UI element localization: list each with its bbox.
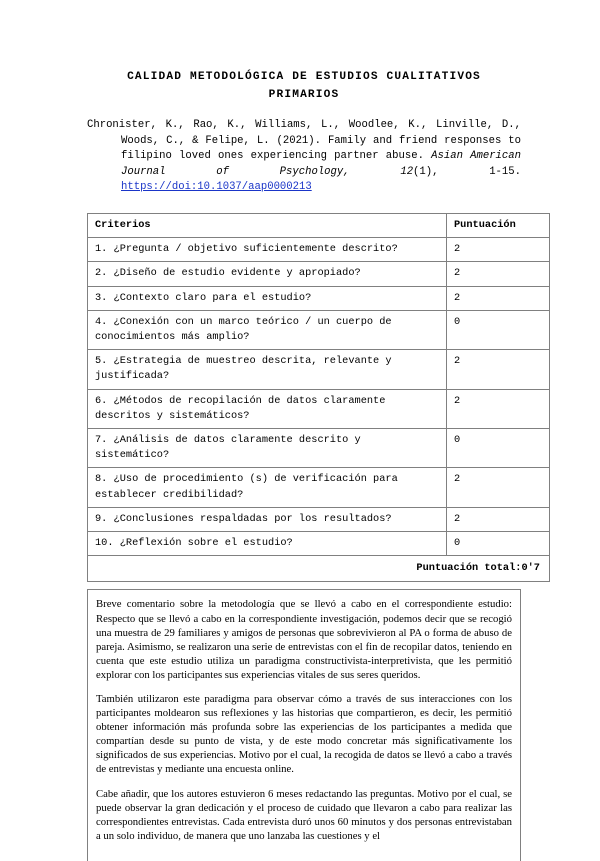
table-row [88, 350, 550, 389]
commentary-paragraph-3: Cabe añadir, que los autores estuvieron 6 meses redactando las preguntas. Motivo por el cual, se puede observar la gran dedicación y el proceso de cuidado que llevaron a cabo para realizar las correspondientes entrevistas. Cada entrevista duró unos 60 minutos y dos personas entrevistaban a un solo individuo, de manera que uno lanzaba las cuestiones y el [96, 787, 512, 842]
table-header-row [88, 213, 550, 237]
commentary-paragraph-1: Breve comentario sobre la metodología que se llevó a cabo en el correspondiente estudio: Respecto que se llevó a cabo en la correspondiente investigación, podemos decir que se recogió una muestra de 29 familiares y amigos de personas que sobrevivieron al PA o forma de abuso de pareja. Asimismo, se realizaron una serie de entrevistas con el fin de recopilar datos, teniendo en cuenta que este estudio utiliza un paradigma constructivista-interpretivista, que les permitió explorar con los participantes sus experiencias vitales de sus seres queridos. [96, 598, 512, 681]
reference-text-after-italic: (1), 1-15. [413, 165, 521, 178]
criterion-text: 10. ¿Reflexión sobre el estudio? [88, 532, 447, 556]
table-row [88, 262, 550, 286]
criterion-score: 2 [447, 238, 550, 262]
criterion-score: 2 [447, 286, 550, 310]
table-row [88, 468, 550, 507]
table-row [88, 429, 550, 468]
column-header-puntuacion: Puntuación [447, 213, 550, 237]
criterion-text: 1. ¿Pregunta / objetivo suficientemente descrito? [88, 238, 447, 262]
criterion-score: 0 [447, 310, 550, 349]
criterion-score: 2 [447, 507, 550, 531]
criterion-text: 5. ¿Estrategia de muestreo descrita, relevante y justificada? [88, 350, 447, 389]
criterion-score: 2 [447, 468, 550, 507]
column-header-criterios: Criterios [88, 213, 447, 237]
reference-text-before-italic: Chronister, K., Rao, K., Williams, L., Woodlee, K., Linville, D., Woods, C., & Felipe, L. (2021). Family and friend responses to filipino loved ones experiencing partner abuse. [87, 119, 521, 163]
criterion-text: 8. ¿Uso de procedimiento (s) de verificación para establecer credibilidad? [88, 468, 447, 507]
reference-journal-italic: Asian American Journal of Psychology, 12 [121, 150, 521, 178]
commentary-paragraph-2: También utilizaron este paradigma para observar cómo a través de sus interacciones con los participantes moldearon sus reflexiones y las historias que compartieron, es decir, les permitió obtener información más profunda sobre las experiencias de los participantes a medida que compartían desde su punto de vista, y de este modo concretar más significativamente los significados de sus experiencias. Motivo por el cual, la recogida de datos se llevó a cabo a través de entrevistas y mediante una encuesta online. [96, 692, 512, 776]
criterion-score: 2 [447, 350, 550, 389]
table-total-row [88, 556, 550, 582]
table-row [88, 286, 550, 310]
page-title-line-2: PRIMARIOS [268, 89, 340, 101]
criterion-text: 9. ¿Conclusiones respaldadas por los resultados? [88, 507, 447, 531]
criterion-text: 7. ¿Análisis de datos claramente descrito y sistemático? [88, 429, 447, 468]
reference-body [87, 118, 521, 196]
criterion-score: 0 [447, 532, 550, 556]
criterion-text: 3. ¿Contexto claro para el estudio? [88, 286, 447, 310]
table-row [88, 532, 550, 556]
criterion-text: 6. ¿Métodos de recopilación de datos claramente descritos y sistemáticos? [88, 389, 447, 428]
reference-citation [87, 104, 521, 196]
criteria-table [87, 213, 550, 582]
criteria-table-body [88, 238, 550, 582]
table-row [88, 389, 550, 428]
criterion-score: 2 [447, 262, 550, 286]
commentary-box [87, 589, 521, 861]
document-content [87, 0, 540, 861]
criterion-text: 4. ¿Conexión con un marco teórico / un cuerpo de conocimientos más amplio? [88, 310, 447, 349]
page-title-line-1: CALIDAD METODOLÓGICA DE ESTUDIOS CUALITATIVOS [127, 71, 481, 83]
criterion-score: 2 [447, 389, 550, 428]
page-title [87, 0, 521, 104]
total-score-label: Puntuación total:0'7 [88, 556, 550, 582]
table-row [88, 507, 550, 531]
table-row [88, 238, 550, 262]
table-row [88, 310, 550, 349]
criterion-score: 0 [447, 429, 550, 468]
criterion-text: 2. ¿Diseño de estudio evidente y apropiado? [88, 262, 447, 286]
doi-link[interactable]: https://doi:10.1037/aap0000213 [121, 181, 312, 194]
